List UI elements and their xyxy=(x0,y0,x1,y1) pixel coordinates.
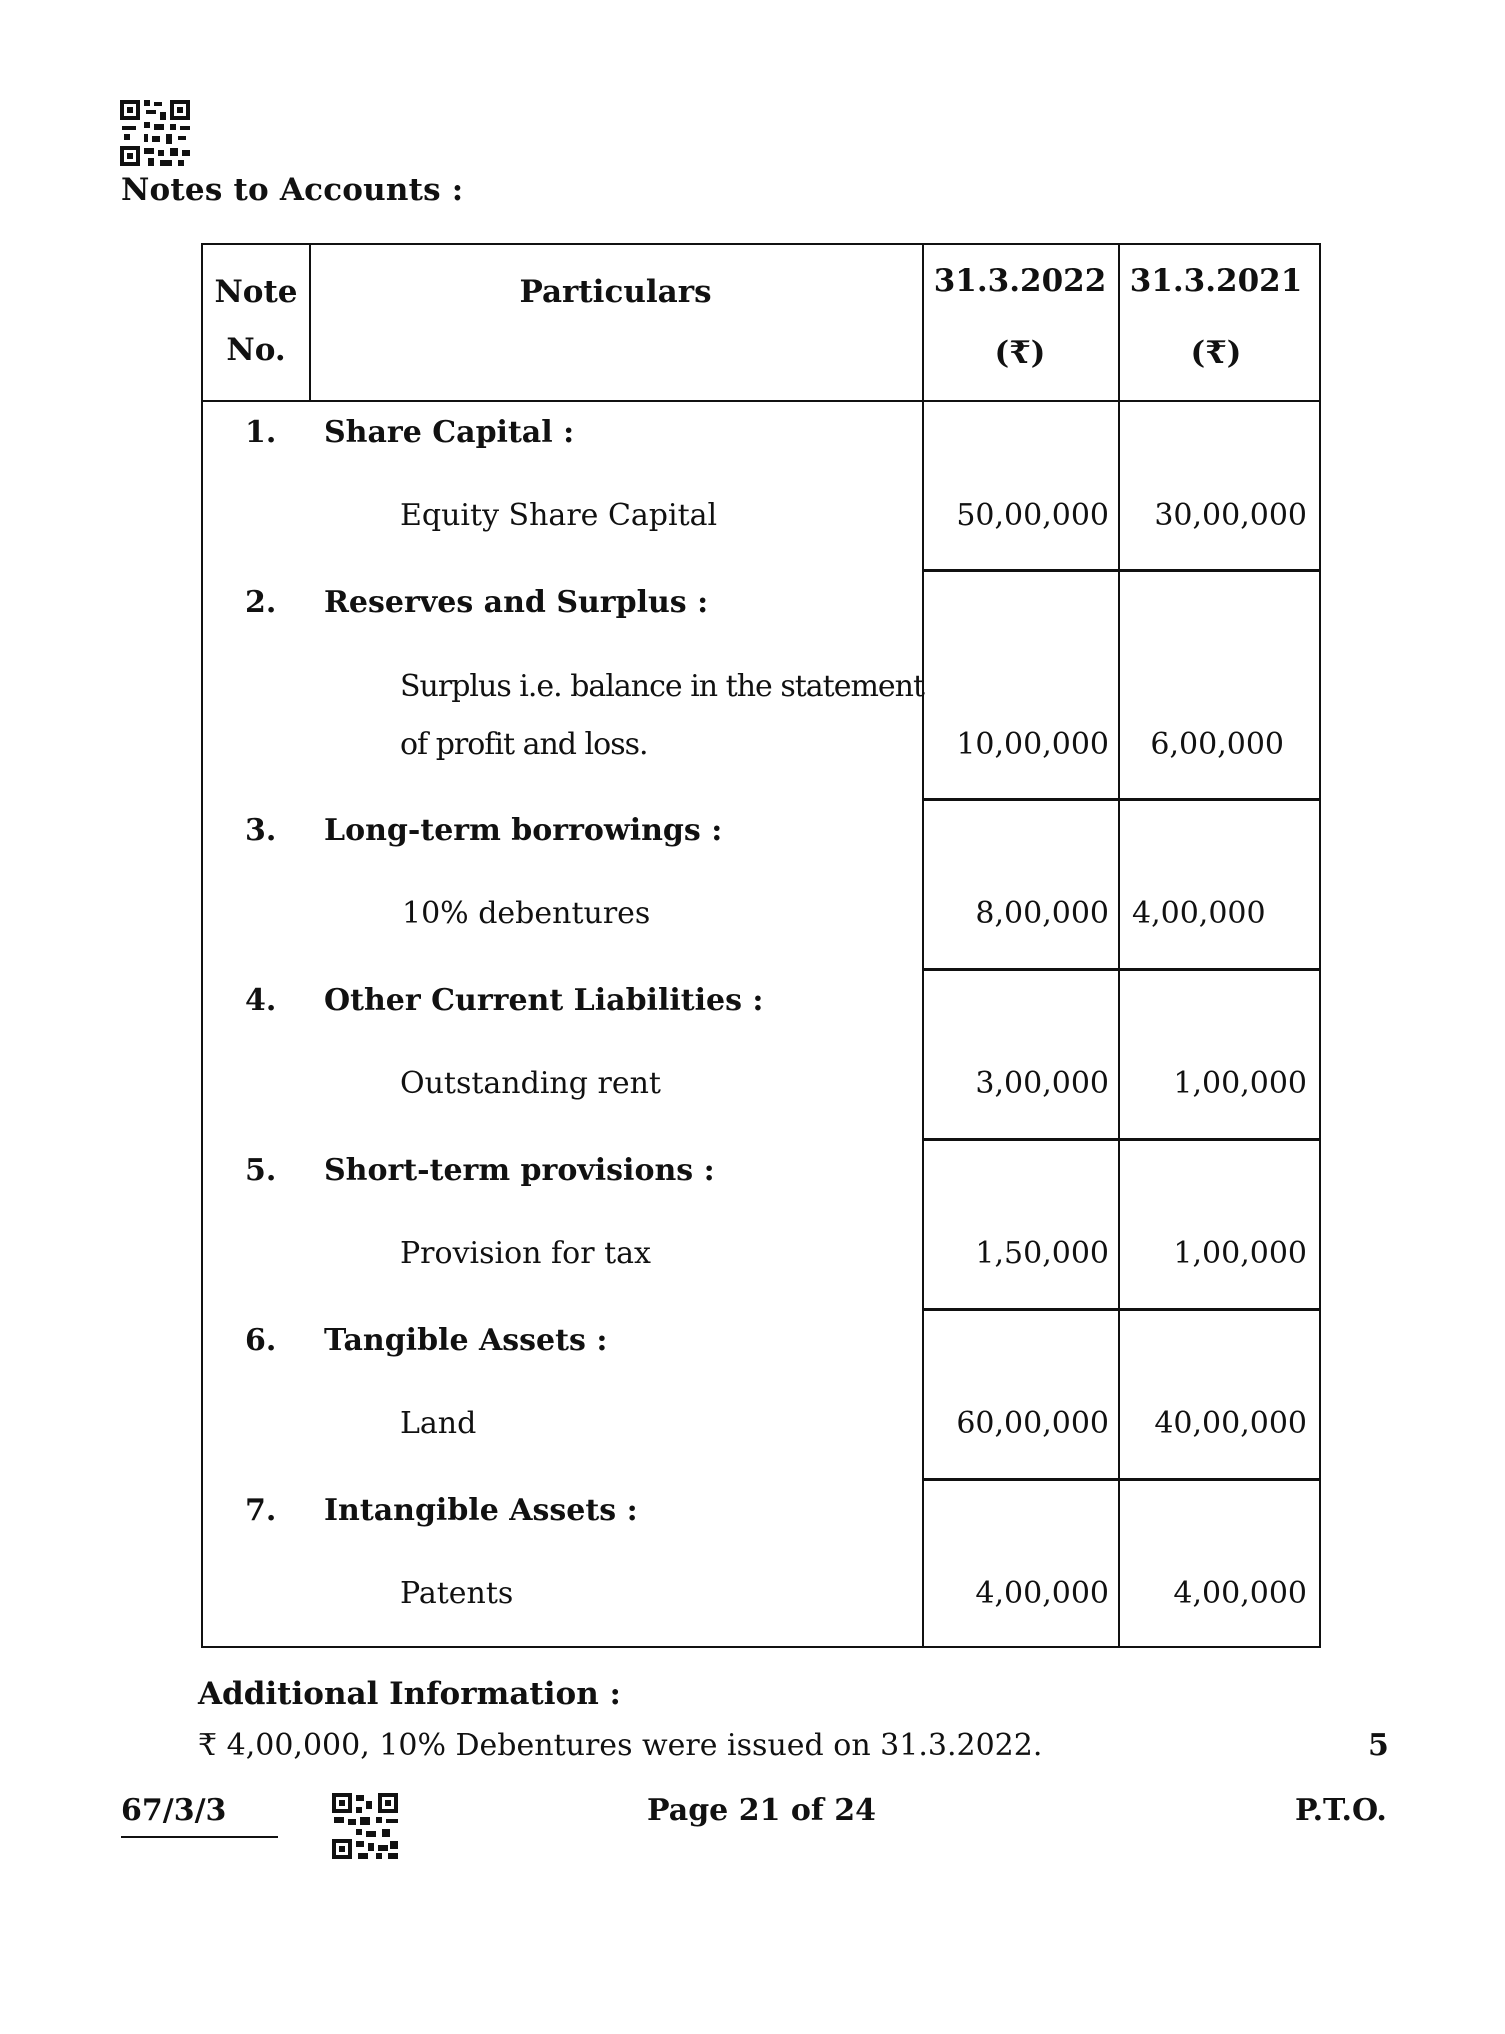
row-divider xyxy=(922,798,1319,801)
note-number: 4. xyxy=(245,983,277,1018)
note-number: 7. xyxy=(245,1493,277,1528)
note-title: Reserves and Surplus : xyxy=(324,585,709,620)
note-number: 5. xyxy=(245,1153,277,1188)
value-2021: 1,00,000 xyxy=(1173,1066,1307,1101)
header-date-2021: 31.3.2021 xyxy=(1129,263,1303,299)
header-unit-2022: (₹) xyxy=(994,335,1046,371)
value-2021: 4,00,000 xyxy=(1173,1576,1307,1611)
paper-code-underline xyxy=(121,1836,278,1838)
note-item: Patents xyxy=(400,1576,514,1611)
value-2021: 1,00,000 xyxy=(1173,1236,1307,1271)
note-number: 1. xyxy=(245,415,277,450)
note-number: 6. xyxy=(245,1323,277,1358)
qr-code-icon xyxy=(332,1793,398,1859)
value-2021: 6,00,000 xyxy=(1150,727,1284,762)
additional-info-title: Additional Information : xyxy=(198,1676,621,1712)
note-title: Long-term borrowings : xyxy=(324,813,723,848)
note-title: Other Current Liabilities : xyxy=(324,983,764,1018)
header-date-2022: 31.3.2022 xyxy=(933,263,1107,299)
row-divider xyxy=(922,968,1319,971)
note-item-continued: of profit and loss. xyxy=(400,727,648,762)
value-2022: 60,00,000 xyxy=(956,1406,1109,1441)
notes-table xyxy=(201,243,1321,1648)
note-title: Intangible Assets : xyxy=(324,1493,638,1528)
qr-code-icon xyxy=(120,100,190,166)
value-2021: 30,00,000 xyxy=(1154,498,1307,533)
note-item: Provision for tax xyxy=(400,1236,651,1271)
note-number: 3. xyxy=(245,813,277,848)
note-title: Short-term provisions : xyxy=(324,1153,715,1188)
column-divider xyxy=(1118,245,1120,1646)
row-divider xyxy=(922,569,1319,572)
row-divider xyxy=(922,1478,1319,1481)
header-note: Note xyxy=(214,274,298,310)
row-divider xyxy=(922,1308,1319,1311)
note-item: Outstanding rent xyxy=(400,1066,661,1101)
note-title: Tangible Assets : xyxy=(324,1323,608,1358)
header-unit-2021: (₹) xyxy=(1190,335,1242,371)
page-indicator: Page 21 of 24 xyxy=(647,1793,876,1828)
paper-code: 67/3/3 xyxy=(121,1793,227,1828)
value-2022: 1,50,000 xyxy=(975,1236,1109,1271)
header-particulars: Particulars xyxy=(519,274,712,310)
note-item: 10% debentures xyxy=(402,896,651,931)
note-number: 2. xyxy=(245,585,277,620)
value-2022: 50,00,000 xyxy=(956,498,1109,533)
note-item: Surplus i.e. balance in the statement xyxy=(400,669,925,704)
column-divider xyxy=(922,245,924,1646)
header-no: No. xyxy=(226,332,286,368)
note-item: Equity Share Capital xyxy=(400,498,718,533)
additional-info-text: ₹ 4,00,000, 10% Debentures were issued on 31.3.2022. xyxy=(198,1728,1043,1763)
value-2021: 40,00,000 xyxy=(1154,1406,1307,1441)
value-2022: 8,00,000 xyxy=(975,896,1109,931)
page-heading: Notes to Accounts : xyxy=(121,172,464,208)
note-title: Share Capital : xyxy=(324,415,575,450)
value-2022: 3,00,000 xyxy=(975,1066,1109,1101)
row-divider xyxy=(922,1138,1319,1141)
note-item: Land xyxy=(400,1406,477,1441)
question-page-number: 5 xyxy=(1368,1728,1389,1763)
header-divider xyxy=(203,400,1319,402)
pto-label: P.T.O. xyxy=(1295,1793,1387,1828)
value-2022: 4,00,000 xyxy=(975,1576,1109,1611)
value-2021: 4,00,000 xyxy=(1132,896,1266,931)
value-2022: 10,00,000 xyxy=(956,727,1109,762)
